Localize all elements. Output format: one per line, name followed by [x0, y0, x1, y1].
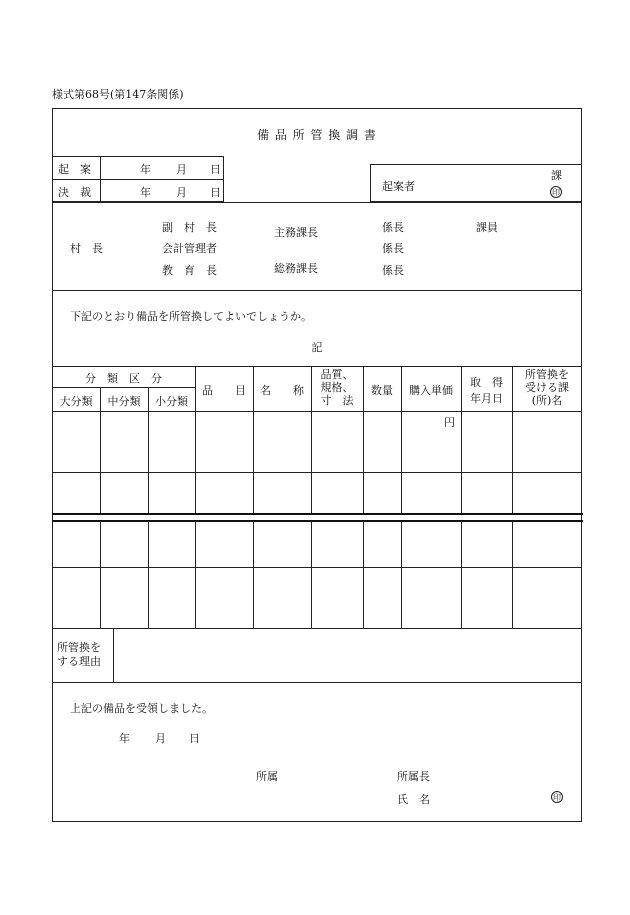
hinshitsu-header-3: 寸 法 — [320, 394, 354, 407]
classification-header: 分 類 区 分 — [85, 372, 162, 385]
receipt-year: 年 — [119, 732, 130, 745]
soumu-label: 総務課長 — [274, 262, 318, 275]
table-break-line-top — [52, 513, 583, 515]
form-number: 様式第68号(第147条関係) — [52, 88, 184, 101]
kian-label: 起 案 — [58, 163, 91, 176]
reason-label-1: 所管換を — [57, 641, 101, 654]
shozokuchou-label: 所属長 — [397, 770, 430, 783]
originator-ka: 課 — [551, 169, 562, 182]
receipt-month: 月 — [155, 732, 166, 745]
hinshitsu-header-1: 品質、 — [320, 368, 354, 381]
hinshitsu-header-2: 規格、 — [320, 381, 354, 394]
reason-label-2: する理由 — [57, 655, 101, 668]
originator-seal-icon: 印 — [552, 188, 560, 197]
shutoku-header-2: 年月日 — [470, 392, 503, 405]
shutoku-header-1: 取 得 — [470, 376, 503, 389]
kian-month: 月 — [176, 163, 187, 176]
receipt-text: 上記の備品を受領しました。 — [70, 702, 213, 715]
receipt-seal-icon: 印 — [553, 793, 561, 802]
request-text: 下記のとおり備品を所管換してよいでしょうか。 — [70, 310, 312, 323]
kian-year: 年 — [140, 163, 151, 176]
chuu-header: 中分類 — [107, 395, 141, 408]
shumu-label: 主務課長 — [274, 226, 318, 239]
ukeru-header-1: 所管換を — [525, 368, 569, 381]
kessai-month: 月 — [176, 186, 187, 199]
kain-label: 課員 — [476, 221, 498, 234]
kakarichou-label-3: 係長 — [382, 264, 404, 277]
hinmoku-header: 品 目 — [202, 384, 246, 397]
ukeru-header-3: (所)名 — [531, 394, 563, 407]
kakarichou-label-1: 係長 — [382, 221, 404, 234]
kyouikuchou-label: 教 育 長 — [162, 264, 217, 277]
kessai-year: 年 — [140, 186, 151, 199]
shimei-label: 氏 名 — [397, 793, 430, 806]
ukeru-header-2: 受ける課 — [525, 381, 569, 394]
kessai-day: 日 — [210, 186, 221, 199]
form-title: 備 品 所 管 換 調 書 — [257, 128, 377, 142]
table-break-line-bottom — [52, 520, 583, 522]
kian-day: 日 — [210, 163, 221, 176]
tanka-header: 購入単価 — [409, 384, 453, 397]
shou-header: 小分類 — [155, 395, 188, 408]
yen-unit: 円 — [444, 416, 455, 429]
kessai-label: 決 裁 — [58, 186, 91, 199]
sonchou-label: 村 長 — [70, 242, 103, 255]
fukusonchou-label: 副 村 長 — [162, 221, 217, 234]
ki-label: 記 — [311, 341, 323, 354]
dai-header: 大分類 — [59, 395, 93, 408]
originator-label: 起案者 — [382, 180, 415, 193]
suuryou-header: 数量 — [371, 384, 393, 397]
kakarichou-label-2: 係長 — [382, 242, 404, 255]
shozoku-label: 所属 — [256, 770, 278, 783]
kaikei-label: 会計管理者 — [162, 242, 217, 255]
meishou-header: 名 称 — [260, 384, 304, 397]
receipt-day: 日 — [189, 732, 200, 745]
